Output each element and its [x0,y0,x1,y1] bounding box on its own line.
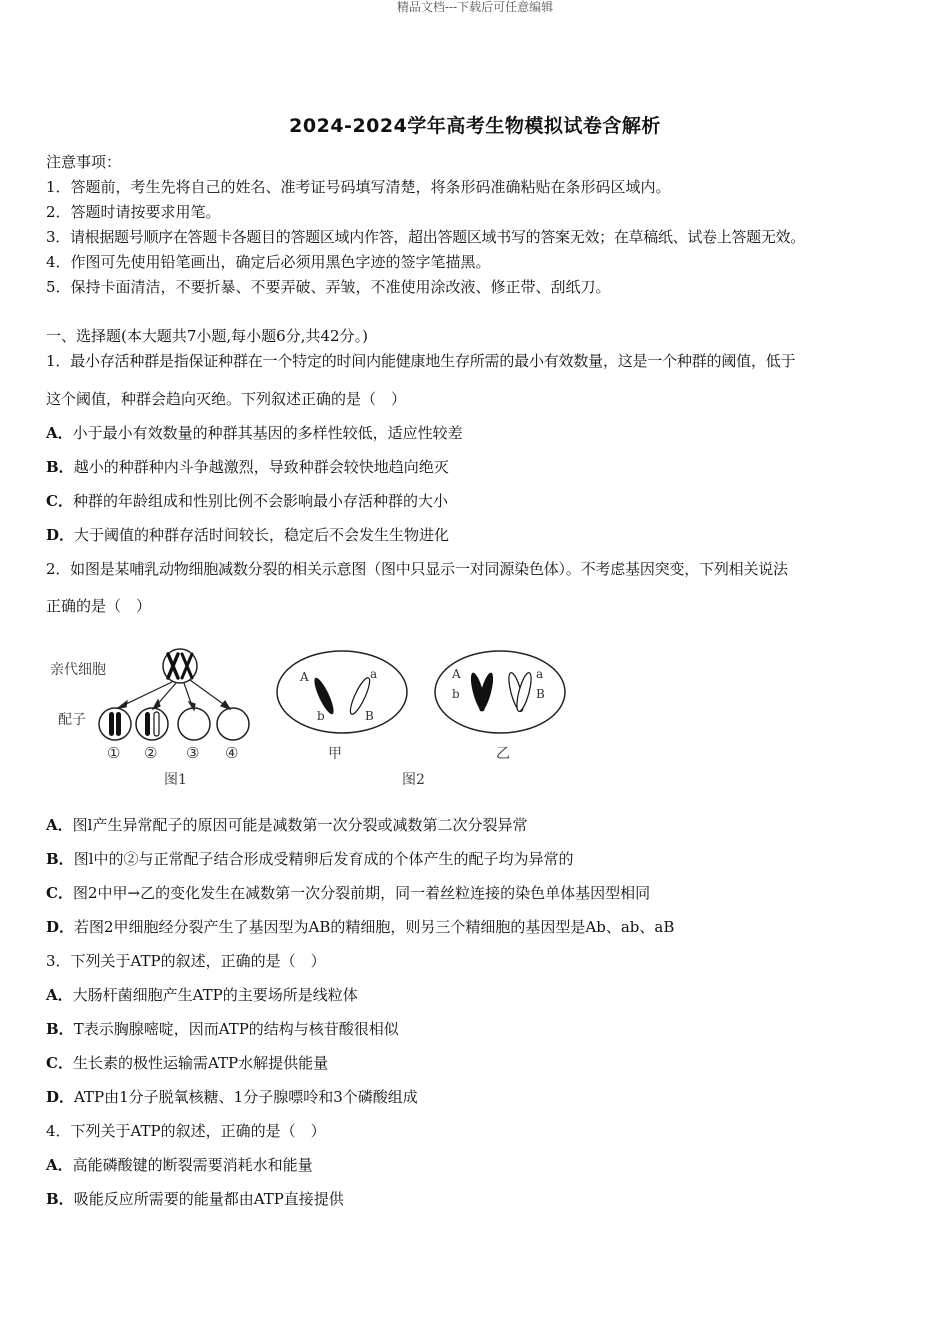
gene-label: B [536,687,545,701]
parent-cell [163,649,197,683]
option-letter: C． [46,884,73,902]
notice-item: 4．作图可先使用铅笔画出，确定后必须用黑色字迹的签字笔描黑。 [46,253,491,271]
answer-option [46,917,674,937]
page-header-note: 精品文档---下载后可任意编辑 [396,0,554,14]
option-letter: B． [46,1190,74,1208]
option-text: 若图2甲细胞经分裂产生了基因型为AB的精细胞，则另三个精细胞的基因型是Ab、ab、aB [74,918,675,936]
option-text: 图2中甲→乙的变化发生在减数第一次分裂前期，同一着丝粒连接的染色单体基因型相同 [72,884,651,902]
question-stem: 2．如图是某哺乳动物细胞减数分裂的相关示意图（图中只显示一对同源染色体）。不考虑基因突变，下列相关说法 [46,560,788,578]
answer-option [46,1155,313,1175]
answer-option [46,985,358,1005]
option-letter: A． [46,1156,73,1174]
option-text: 越小的种群种内斗争越激烈，导致种群会较快地趋向绝灭 [73,458,449,476]
gamete-cell-1 [99,708,131,740]
question-stem: 3．下列关于ATP的叙述，正确的是（ ） [46,952,326,970]
option-text: 大肠杆菌细胞产生ATP的主要场所是线粒体 [72,986,358,1004]
cell-jia-label: 甲 [328,746,342,762]
answer-option [46,815,527,835]
option-letter: A． [46,816,73,834]
option-letter: D． [46,1088,75,1106]
option-text: 高能磷酸键的断裂需要消耗水和能量 [72,1156,313,1174]
gene-label: A [300,670,309,684]
option-text: 大于阈值的种群存活时间较长，稳定后不会发生生物进化 [74,526,450,544]
option-letter: B． [46,850,74,868]
gamete-number: ③ [186,744,200,762]
cell-yi-label: 乙 [496,746,510,762]
answer-option [46,423,463,443]
division-arrows [118,680,230,710]
option-text: T表示胸腺嘧啶，因而ATP的结构与核苷酸很相似 [73,1020,399,1038]
cell-yi [435,651,565,733]
gene-label: B [365,709,374,723]
notice-item: 2．答题时请按要求用笔。 [46,203,221,221]
option-text: 图l产生异常配子的原因可能是减数第一次分裂或减数第二次分裂异常 [72,816,528,834]
option-text: 生长素的极性运输需ATP水解提供能量 [72,1054,329,1072]
notice-item: 3．请根据题号顺序在答题卡各题目的答题区域内作答，超出答题区域书写的答案无效；在草稿纸、试卷上答题无效。 [46,228,805,246]
gamete-label: 配子 [58,712,86,728]
answer-option [46,1053,328,1073]
question-stem: 正确的是（ ） [46,597,152,615]
answer-option [46,1189,344,1209]
page-title: 2024-2024学年高考生物模拟试卷含解析 [289,115,661,137]
gamete-number: ② [144,744,158,762]
answer-option [46,1087,418,1107]
option-letter: C． [46,492,73,510]
section-heading: 一、选择题(本大题共7小题,每小题6分,共42分。) [46,327,368,345]
option-letter: C． [46,1054,73,1072]
notice-heading: 注意事项： [46,153,122,171]
option-letter: D． [46,918,75,936]
option-letter: A． [46,424,73,442]
question-stem: 4．下列关于ATP的叙述，正确的是（ ） [46,1122,326,1140]
gene-label: b [317,709,325,723]
gamete-cell-3 [178,708,210,740]
meiosis-figure [50,640,580,790]
answer-option [46,491,448,511]
figure-1-caption: 图1 [164,772,187,788]
notice-item: 5．保持卡面清洁，不要折暴、不要弄破、弄皱，不准使用涂改液、修正带、刮纸刀。 [46,278,611,296]
figure-2-caption: 图2 [402,772,425,788]
answer-option [46,1019,399,1039]
gene-label: A [452,667,461,681]
gene-label: a [370,667,378,681]
option-text: 图l中的②与正常配子结合形成受精卵后发育成的个体产生的配子均为异常的 [73,850,574,868]
option-text: 小于最小有效数量的种群其基因的多样性较低，适应性较差 [72,424,463,442]
notice-item: 1．答题前，考生先将自己的姓名、准考证号码填写清楚，将条形码准确粘贴在条形码区域内。 [46,178,671,196]
option-letter: B． [46,1020,74,1038]
gene-label: b [452,687,460,701]
gamete-number: ① [107,744,121,762]
gamete-number: ④ [225,744,239,762]
gene-label: a [536,667,544,681]
answer-option [46,525,449,545]
cell-jia [277,651,407,733]
question-stem: 1．最小存活种群是指保证种群在一个特定的时间内能健康地生存所需的最小有效数量，这是一个种群的阈值，低于 [46,352,796,370]
option-text: ATP由1分子脱氧核糖、1分子腺嘌呤和3个磷酸组成 [74,1088,418,1106]
answer-option [46,883,650,903]
gamete-cell-2 [136,708,168,740]
option-letter: B． [46,458,74,476]
option-text: 吸能反应所需要的能量都由ATP直接提供 [73,1190,344,1208]
option-text: 种群的年龄组成和性别比例不会影响最小存活种群的大小 [72,492,448,510]
answer-option [46,849,574,869]
parent-cell-label: 亲代细胞 [50,662,106,678]
gamete-cell-4 [217,708,249,740]
option-letter: D． [46,526,75,544]
question-stem: 这个阈值，种群会趋向灭绝。下列叙述正确的是（ ） [46,390,407,408]
option-letter: A． [46,986,73,1004]
answer-option [46,457,449,477]
